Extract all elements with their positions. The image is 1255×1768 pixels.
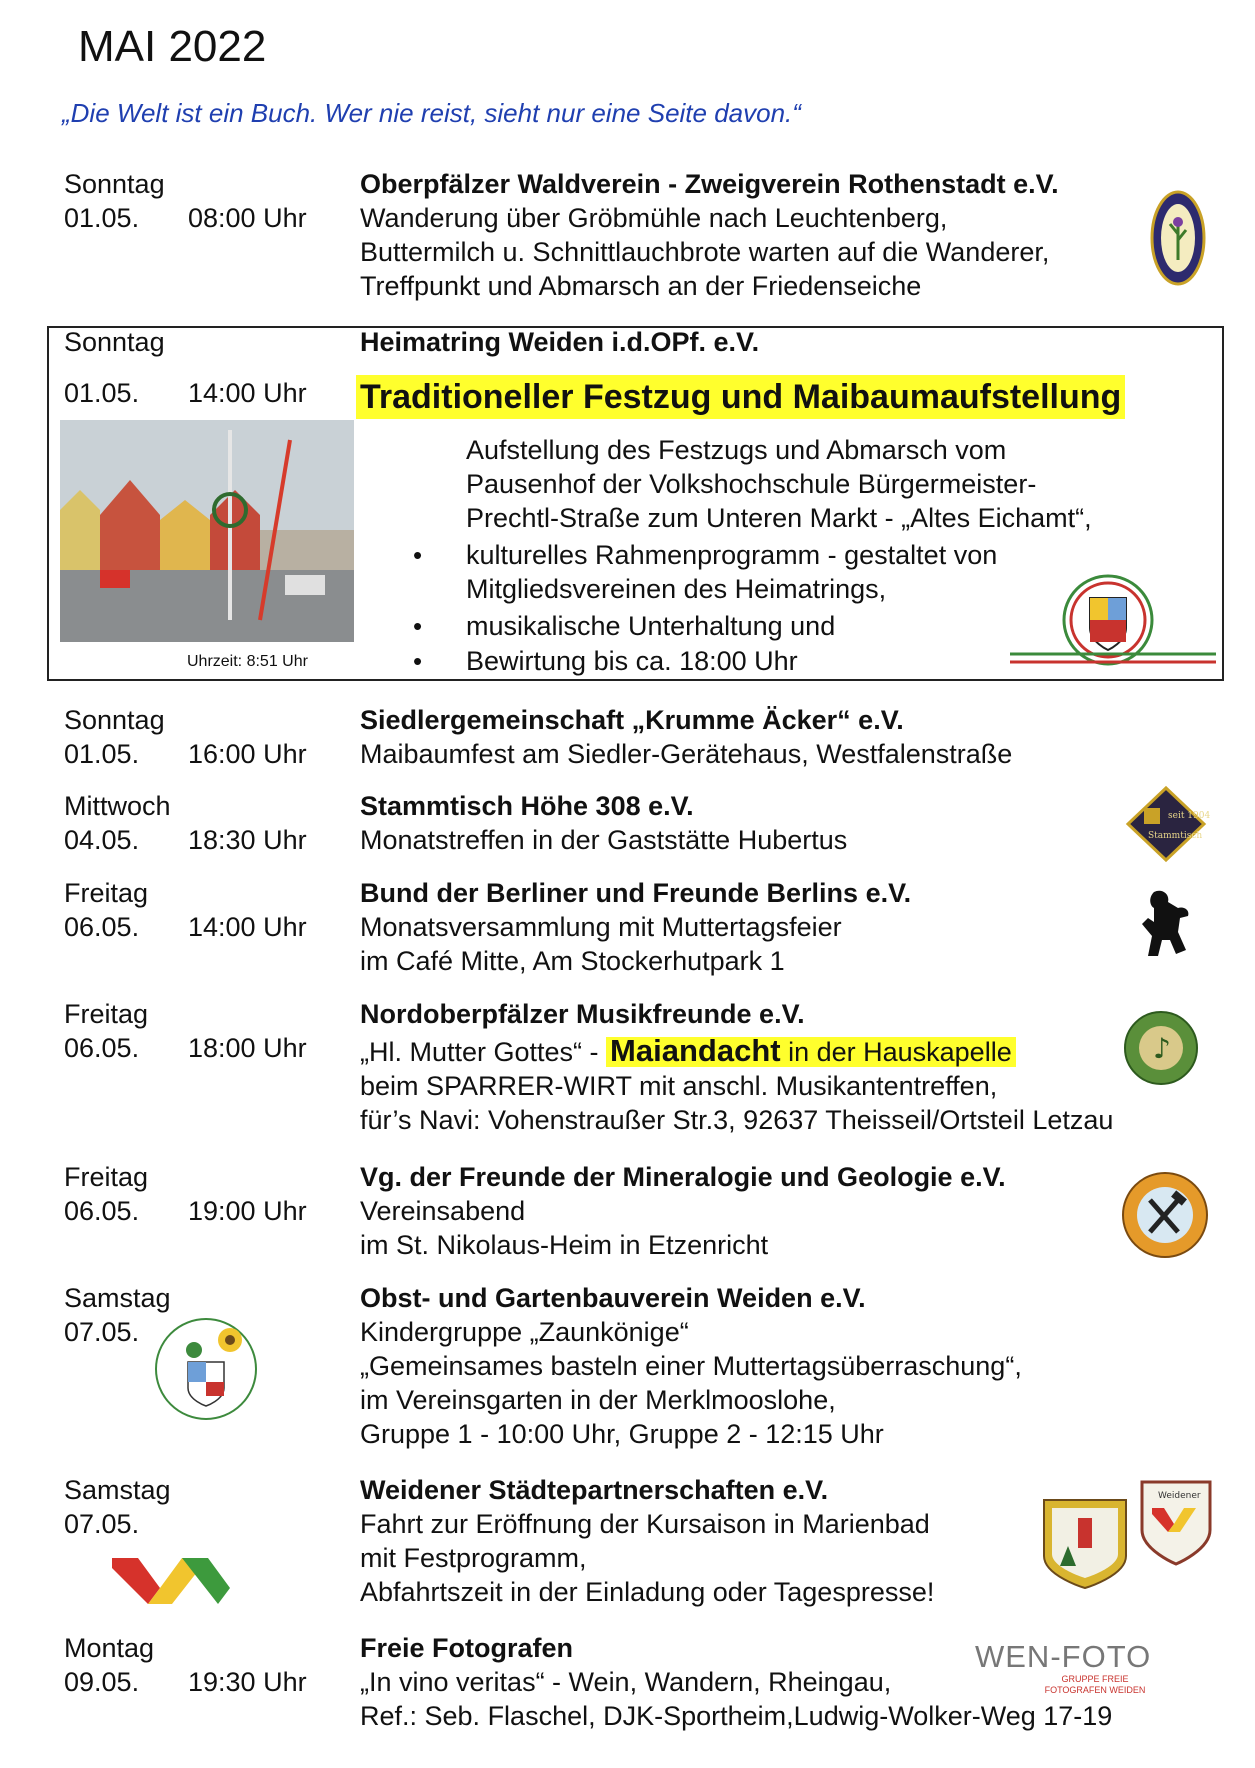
event-text xyxy=(360,1034,1016,1069)
staedtepartnerschaften-logo xyxy=(1138,1478,1214,1568)
event-day: Sonntag xyxy=(64,169,165,199)
event-text: Monatstreffen in der Gaststätte Hubertus xyxy=(360,825,848,855)
event-date: 07.05. xyxy=(64,1317,140,1347)
bullet-icon: • xyxy=(413,611,423,641)
event-date: 07.05. xyxy=(64,1509,140,1539)
event-organizer: Obst- und Gartenbauverein Weiden e.V. xyxy=(360,1283,866,1313)
event-day: Freitag xyxy=(64,878,149,908)
maibaum-photo xyxy=(60,420,354,642)
marienbad-coat-of-arms xyxy=(1040,1496,1130,1592)
event-text: Wanderung über Gröbmühle nach Leuchtenberg, xyxy=(360,203,948,233)
event-time: 18:30 Uhr xyxy=(188,825,307,855)
event-date: 06.05. xyxy=(64,912,140,942)
photo-caption: Uhrzeit: 8:51 Uhr xyxy=(187,653,308,670)
event-text: Vereinsabend xyxy=(360,1196,526,1226)
event-date: 01.05. xyxy=(64,739,140,769)
event-text: mit Festprogramm, xyxy=(360,1543,587,1573)
event-time: 19:30 Uhr xyxy=(188,1667,307,1697)
event-time: 14:00 Uhr xyxy=(188,378,307,408)
event-date: 09.05. xyxy=(64,1667,140,1697)
highlighted-text xyxy=(606,1033,1016,1068)
stammtisch-year: seit 1904 xyxy=(1168,811,1210,821)
event-text: beim SPARRER-WIRT mit anschl. Musikantentreffen, xyxy=(360,1071,998,1101)
event-organizer: Oberpfälzer Waldverein - Zweigverein Rothenstadt e.V. xyxy=(360,169,1059,199)
event-day: Freitag xyxy=(64,1162,149,1192)
event-text: im Vereinsgarten in der Merklmooslohe, xyxy=(360,1385,836,1415)
event-date: 06.05. xyxy=(64,1196,140,1226)
event-day: Samstag xyxy=(64,1475,171,1505)
event-time: 14:00 Uhr xyxy=(188,912,307,942)
event-organizer: Bund der Berliner und Freunde Berlins e.V. xyxy=(360,878,912,908)
event-day: Samstag xyxy=(64,1283,171,1313)
event-date: 01.05. xyxy=(64,203,140,233)
event-time: 16:00 Uhr xyxy=(188,739,307,769)
event-text: „In vino veritas“ - Wein, Wandern, Rheingau, xyxy=(360,1667,892,1697)
event-time: 18:00 Uhr xyxy=(188,1033,307,1063)
event-text: Aufstellung des Festzugs und Abmarsch vom xyxy=(466,435,1007,465)
maiandacht-label: Maiandacht xyxy=(610,1033,781,1068)
event-text: Kindergruppe „Zaunkönige“ xyxy=(360,1317,689,1347)
event-day: Sonntag xyxy=(64,327,165,357)
event-organizer: Siedlergemeinschaft „Krumme Äcker“ e.V. xyxy=(360,705,904,735)
event-date: 04.05. xyxy=(64,825,140,855)
event-text: Bewirtung bis ca. 18:00 Uhr xyxy=(466,646,798,676)
event-organizer: Vg. der Freunde der Mineralogie und Geologie e.V. xyxy=(360,1162,1006,1192)
event-day: Mittwoch xyxy=(64,791,171,821)
event-text: Abfahrtszeit in der Einladung oder Tagespresse! xyxy=(360,1577,935,1607)
heimatring-logo xyxy=(1008,570,1218,676)
event-text: im St. Nikolaus-Heim in Etzenricht xyxy=(360,1230,769,1260)
stammtisch-logo xyxy=(1122,784,1210,864)
bullet-icon: • xyxy=(413,646,423,676)
event-text-prefix: „Hl. Mutter Gottes“ - xyxy=(360,1037,607,1067)
bullet-icon: • xyxy=(413,540,423,570)
event-text-suffix: in der Hauskapelle xyxy=(780,1037,1012,1067)
event-text: musikalische Unterhaltung und xyxy=(466,611,836,641)
event-text: Treffpunkt und Abmarsch an der Friedenseiche xyxy=(360,271,922,301)
wen-foto-subtitle: GRUPPE FREIE FOTOGRAFEN WEIDEN xyxy=(1044,1674,1146,1695)
svg-text:Stammtisch: Stammtisch xyxy=(1148,831,1203,841)
event-organizer: Weidener Städtepartnerschaften e.V. xyxy=(360,1475,829,1505)
mineralogie-logo xyxy=(1120,1170,1210,1260)
page-title: MAI 2022 xyxy=(78,22,267,71)
event-organizer: Heimatring Weiden i.d.OPf. e.V. xyxy=(360,327,760,357)
event-day: Freitag xyxy=(64,999,149,1029)
waldverein-logo xyxy=(1150,190,1206,286)
event-text: im Café Mitte, Am Stockerhutpark 1 xyxy=(360,946,785,976)
event-text: Mitgliedsvereinen des Heimatrings, xyxy=(466,574,887,604)
event-organizer: Freie Fotografen xyxy=(360,1633,574,1663)
event-date: 01.05. xyxy=(64,378,140,408)
gartenbauverein-logo xyxy=(152,1312,260,1426)
event-time: 08:00 Uhr xyxy=(188,203,307,233)
quote: „Die Welt ist ein Buch. Wer nie reist, sieht nur eine Seite davon.“ xyxy=(62,98,801,128)
svg-text:♪: ♪ xyxy=(1153,1032,1171,1065)
wen-foto-logo xyxy=(975,1640,1215,1696)
marienbad-partnership-logo xyxy=(108,1548,234,1606)
svg-text:Weidener: Weidener xyxy=(1158,1491,1201,1501)
event-time: 19:00 Uhr xyxy=(188,1196,307,1226)
event-text: Monatsversammlung mit Muttertagsfeier xyxy=(360,912,842,942)
event-text: Ref.: Seb. Flaschel, DJK-Sportheim,Ludwig-Wolker-Weg 17-19 xyxy=(360,1701,1113,1731)
event-organizer: Nordoberpfälzer Musikfreunde e.V. xyxy=(360,999,805,1029)
event-text: Prechtl-Straße zum Unteren Markt - „Altes Eichamt“, xyxy=(466,503,1092,533)
event-text: Buttermilch u. Schnittlauchbrote warten auf die Wanderer, xyxy=(360,237,1050,267)
event-text: kulturelles Rahmenprogramm - gestaltet von xyxy=(466,540,998,570)
event-date: 06.05. xyxy=(64,1033,140,1063)
event-text: Pausenhof der Volkshochschule Bürgermeister- xyxy=(466,469,1037,499)
event-day: Sonntag xyxy=(64,705,165,735)
event-text: Gruppe 1 - 10:00 Uhr, Gruppe 2 - 12:15 Uhr xyxy=(360,1419,884,1449)
berlin-bear-icon xyxy=(1128,888,1194,970)
musikfreunde-logo xyxy=(1123,1010,1199,1086)
event-text: Fahrt zur Eröffnung der Kursaison in Marienbad xyxy=(360,1509,930,1539)
event-text: für’s Navi: Vohenstraußer Str.3, 92637 Theisseil/Ortsteil Letzau xyxy=(360,1105,1114,1135)
event-headline: Traditioneller Festzug und Maibaumaufstellung xyxy=(356,375,1125,419)
event-organizer: Stammtisch Höhe 308 e.V. xyxy=(360,791,694,821)
event-text: Maibaumfest am Siedler-Gerätehaus, Westfalenstraße xyxy=(360,739,1013,769)
event-day: Montag xyxy=(64,1633,155,1663)
wen-foto-title: WEN-FOTO xyxy=(975,1639,1152,1674)
event-text: „Gemeinsames basteln einer Muttertagsüberraschung“, xyxy=(360,1351,1022,1381)
